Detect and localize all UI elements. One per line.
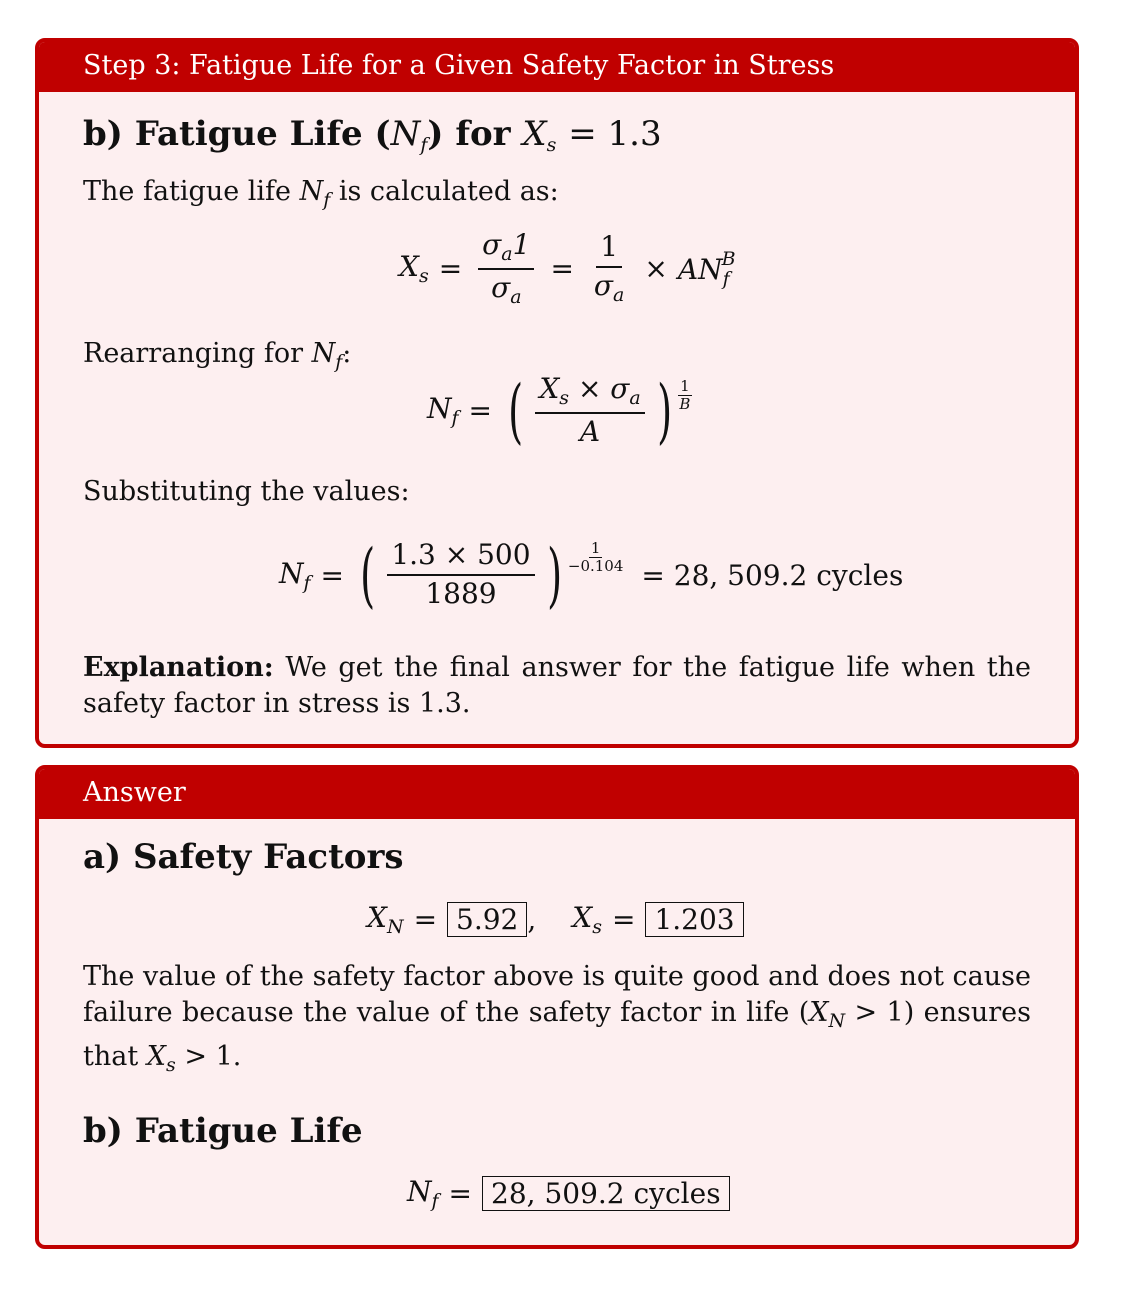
step3-intro: The fatigue life $N_f$ is calculated as: [83, 176, 559, 211]
substituted-result: = 28, 509.2 cycles [641, 558, 904, 592]
answer-box [35, 765, 1079, 1249]
xs-value: 1.203 [645, 902, 743, 937]
step3-box [35, 38, 1079, 748]
answer-b-heading: b) Fatigue Life [83, 1111, 363, 1151]
xn-value: 5.92 [447, 902, 527, 937]
equation-fatigue-life: $N_f$ = 28, 509.2 cycles [407, 1175, 730, 1212]
step3-header: Step 3: Fatigue Life for a Given Safety Factor in Stress [39, 42, 1075, 92]
step3-substituting: Substituting the values: [83, 476, 410, 507]
nf-value: 28, 509.2 cycles [482, 1176, 730, 1211]
step3-heading: b) Fatigue Life $(N_f)$ for $X_s = 1.3$ [83, 114, 662, 156]
equation-safety-factors: $X_N$ = 5.92 , $X_s$ = 1.203 [367, 901, 744, 938]
step3-rearranging: Rearranging for $N_f$: [83, 338, 352, 373]
equation-safety-factor: $X_s$ = $\frac{\sigma_a1}{\sigma_a}$ = $\frac{1}{\sigma_a}$ × $AN_f^B$ [399, 228, 736, 308]
equation-substituted: $N_f$ = ( $\frac{1.3 \times 500}{1889}$ ) $\frac{1}{-0.104}$ = 28, 509.2 cycles [279, 534, 904, 616]
answer-a-text: The value of the safety factor above is quite good and does not cause failure because the value of the safety factor in life $(X_N > 1)$ ensures that $X_s > 1$. [83, 961, 1032, 1076]
equation-rearranged: $N_f$ = ( $\frac{X_s \times \sigma_a}{A}$ ) $\frac{1}{B}$ [427, 369, 691, 452]
step3-explanation: Explanation: We get the final answer for the fatigue life when the safety factor in stress is 1.3. [83, 652, 1031, 719]
answer-a-heading: a) Safety Factors [83, 837, 404, 877]
answer-header: Answer [39, 769, 1075, 819]
